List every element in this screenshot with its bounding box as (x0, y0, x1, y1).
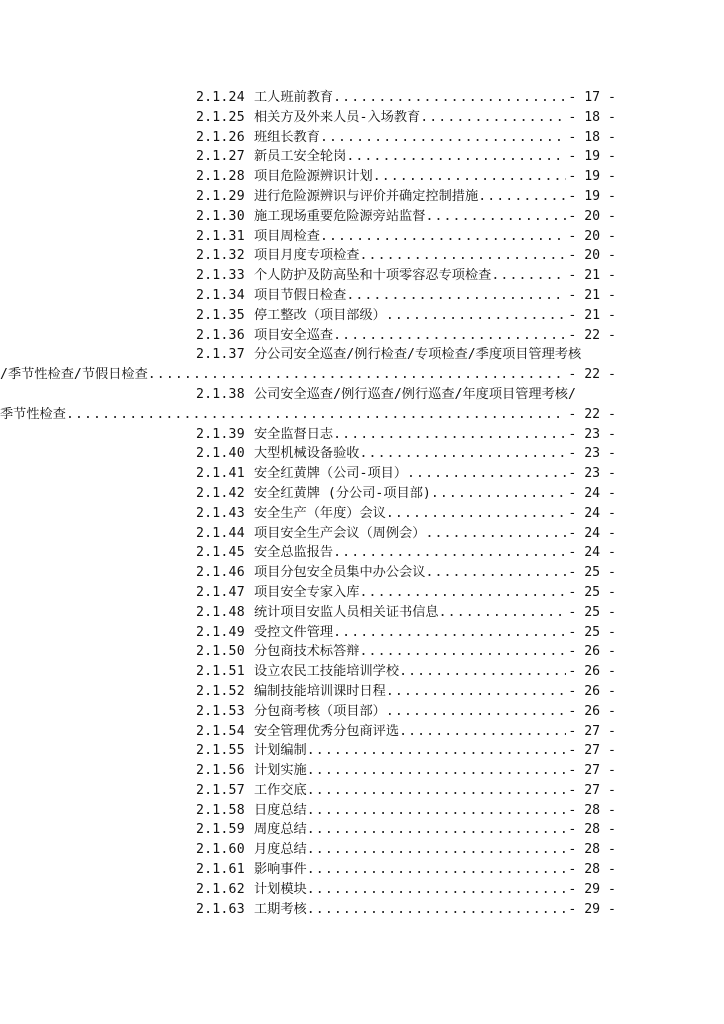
entry-number: 2.1.52 (196, 683, 245, 699)
toc-entry[interactable] (196, 741, 616, 761)
dot-leader (307, 801, 567, 821)
entry-page: - 24 - (568, 525, 616, 541)
entry-title: 安全红黄牌 (分公司-项目部) (254, 485, 431, 501)
dot-leader (431, 484, 567, 504)
toc-entry[interactable] (196, 167, 616, 187)
entry-title-line1: 分公司安全巡查/例行检查/专项检查/季度项目管理考核 (254, 347, 582, 363)
entry-page: - 22 - (568, 327, 616, 343)
entry-title: 安全红黄牌（公司-项目） (254, 466, 408, 482)
entry-page: - 26 - (568, 664, 616, 680)
toc-entry[interactable] (196, 286, 616, 306)
dot-leader (407, 464, 566, 484)
entry-number: 2.1.51 (196, 664, 245, 680)
dot-leader (307, 781, 567, 801)
entry-title: 工人班前教育 (254, 90, 334, 105)
entry-number: 2.1.54 (196, 723, 245, 739)
entry-page: - 19 - (568, 188, 616, 204)
entry-title: 项目分包安全员集中办公会议 (254, 565, 426, 581)
dot-leader (386, 682, 566, 702)
entry-page: - 21 - (568, 287, 616, 303)
dot-leader (399, 662, 566, 682)
entry-number: 2.1.25 (196, 109, 245, 125)
dot-leader (491, 266, 566, 286)
toc-entry[interactable] (196, 702, 616, 722)
dot-leader (333, 425, 566, 445)
toc-entry[interactable] (196, 900, 616, 920)
entry-title: 项目危险源辨识计划 (254, 169, 373, 185)
entry-page: - 18 - (568, 129, 616, 145)
entry-page: - 26 - (568, 703, 616, 719)
toc-entry[interactable] (196, 820, 616, 840)
toc-entry[interactable] (196, 425, 616, 445)
toc-entry[interactable] (196, 128, 616, 148)
entry-title: 新员工安全轮岗 (254, 149, 347, 165)
toc-entry[interactable] (196, 543, 616, 563)
entry-number: 2.1.57 (196, 782, 245, 798)
toc-entry[interactable] (196, 464, 616, 484)
entry-page: - 28 - (568, 802, 616, 818)
dot-leader (386, 702, 566, 722)
dot-leader (333, 543, 566, 563)
entry-title: 安全生产（年度）会议 (254, 505, 386, 521)
entry-title: 施工现场重要危险源旁站监督 (254, 208, 426, 224)
entry-title: 班组长教育 (254, 129, 320, 145)
entry-title-line2: /季节性检查/节假日检查 (0, 367, 148, 383)
entry-number: 2.1.36 (196, 327, 245, 343)
toc-entry[interactable] (196, 484, 616, 504)
toc-entry[interactable] (196, 563, 616, 583)
entry-page: - 29 - (568, 901, 616, 917)
dot-leader (307, 761, 567, 781)
entry-title: 个人防护及防高坠和十项零容忍专项检查 (254, 268, 492, 284)
entry-number: 2.1.53 (196, 703, 245, 719)
dot-leader (420, 108, 566, 128)
table-of-contents (0, 88, 616, 919)
entry-number: 2.1.50 (196, 644, 245, 660)
toc-entry[interactable] (196, 88, 616, 108)
entry-title: 设立农民工技能培训学校 (254, 664, 400, 680)
entry-number: 2.1.31 (196, 228, 245, 244)
toc-entry[interactable] (196, 326, 616, 346)
entry-page: - 23 - (568, 426, 616, 442)
entry-number: 2.1.35 (196, 307, 245, 323)
toc-entry[interactable] (196, 801, 616, 821)
entry-number: 2.1.42 (196, 485, 245, 501)
toc-entry[interactable] (196, 246, 616, 266)
entry-number: 2.1.46 (196, 565, 245, 581)
entry-number: 2.1.49 (196, 624, 245, 640)
toc-entry[interactable] (196, 524, 616, 544)
dot-leader (386, 306, 566, 326)
entry-title: 周度总结 (254, 822, 307, 838)
entry-title: 相关方及外来人员-入场教育 (254, 109, 421, 125)
entry-page: - 23 - (568, 446, 616, 462)
toc-entry[interactable] (196, 266, 616, 286)
dot-leader (425, 207, 566, 227)
toc-entry[interactable] (196, 108, 616, 128)
entry-page: - 24 - (568, 545, 616, 561)
toc-entry[interactable] (196, 187, 616, 207)
entry-title: 安全总监报告 (254, 545, 334, 561)
dot-leader (386, 504, 566, 524)
dot-leader (425, 563, 566, 583)
dot-leader (333, 326, 566, 346)
entry-title: 进行危险源辨识与评价并确定控制措施 (254, 188, 479, 204)
toc-entry[interactable] (196, 623, 616, 643)
entry-page: - 28 - (568, 822, 616, 838)
entry-number: 2.1.26 (196, 129, 245, 145)
entry-page: - 27 - (568, 723, 616, 739)
dot-leader (320, 128, 566, 148)
dot-leader (478, 187, 566, 207)
toc-entry[interactable] (196, 781, 616, 801)
toc-entry[interactable] (196, 504, 616, 524)
entry-number: 2.1.29 (196, 188, 245, 204)
entry-number: 2.1.58 (196, 802, 245, 818)
entry-number: 2.1.41 (196, 466, 245, 482)
entry-number: 2.1.27 (196, 149, 245, 165)
dot-leader (333, 623, 566, 643)
entry-title: 项目安全生产会议（周例会） (254, 525, 426, 541)
entry-title: 项目安全巡查 (254, 327, 334, 343)
entry-title: 分包商技术标答辩 (254, 644, 360, 660)
toc-entry[interactable] (196, 227, 616, 247)
entry-number: 2.1.30 (196, 208, 245, 224)
entry-page: - 22 - (568, 406, 616, 422)
entry-page: - 28 - (568, 862, 616, 878)
entry-number: 2.1.56 (196, 763, 245, 779)
toc-entry[interactable] (196, 860, 616, 880)
entry-title: 安全监督日志 (254, 426, 334, 442)
entry-number: 2.1.28 (196, 169, 245, 185)
entry-title-line2: 季节性检查 (0, 406, 66, 422)
entry-title: 工作交底 (254, 782, 307, 798)
entry-number: 2.1.45 (196, 545, 245, 561)
entry-page: - 23 - (568, 466, 616, 482)
entry-page: - 25 - (568, 624, 616, 640)
entry-page: - 25 - (568, 565, 616, 581)
entry-title: 分包商考核（项目部） (254, 703, 386, 719)
dot-leader (346, 286, 566, 306)
entry-number: 2.1.44 (196, 525, 245, 541)
entry-title: 统计项目安监人员相关证书信息 (254, 604, 439, 620)
dot-leader (307, 860, 567, 880)
dot-leader (425, 524, 566, 544)
toc-entry-wrapped[interactable] (0, 345, 616, 385)
entry-title: 计划实施 (254, 763, 307, 779)
dot-leader (307, 880, 567, 900)
toc-entry[interactable] (196, 682, 616, 702)
entry-title: 受控文件管理 (254, 624, 334, 640)
toc-entry[interactable] (196, 583, 616, 603)
toc-entry[interactable] (196, 840, 616, 860)
dot-leader (373, 167, 567, 187)
entry-page: - 24 - (568, 505, 616, 521)
toc-entry[interactable] (196, 722, 616, 742)
entry-title: 工期考核 (254, 901, 307, 917)
toc-entry[interactable] (196, 603, 616, 623)
entry-page: - 18 - (568, 109, 616, 125)
toc-entry[interactable] (196, 761, 616, 781)
entry-number: 2.1.33 (196, 268, 245, 284)
dot-leader (360, 583, 567, 603)
entry-title: 安全管理优秀分包商评选 (254, 723, 400, 739)
entry-page: - 26 - (568, 683, 616, 699)
dot-leader (399, 722, 566, 742)
entry-page: - 19 - (568, 169, 616, 185)
entry-title: 计划模块 (254, 881, 307, 897)
dot-leader (307, 900, 567, 920)
entry-page: - 17 - (568, 90, 616, 105)
entry-page: - 29 - (568, 881, 616, 897)
dot-leader (148, 365, 567, 385)
entry-title: 项目月度专项检查 (254, 248, 360, 264)
entry-title: 停工整改（项目部级） (254, 307, 386, 323)
dot-leader (439, 603, 567, 623)
entry-number: 2.1.48 (196, 604, 245, 620)
entry-title: 日度总结 (254, 802, 307, 818)
entry-number: 2.1.43 (196, 505, 245, 521)
toc-entry[interactable] (196, 147, 616, 167)
entry-number: 2.1.63 (196, 901, 245, 917)
entry-title: 计划编制 (254, 743, 307, 759)
entry-title: 编制技能培训课时日程 (254, 683, 386, 699)
entry-title-line1: 公司安全巡查/例行巡查/例行巡查/年度项目管理考核/ (254, 386, 576, 402)
dot-leader (66, 405, 566, 425)
entry-number: 2.1.62 (196, 881, 245, 897)
entry-number: 2.1.34 (196, 287, 245, 303)
entry-page: - 27 - (568, 743, 616, 759)
entry-page: - 22 - (568, 367, 616, 383)
toc-entry[interactable] (196, 880, 616, 900)
entry-page: - 25 - (568, 584, 616, 600)
entry-page: - 20 - (568, 248, 616, 264)
entry-page: - 26 - (568, 644, 616, 660)
toc-entry[interactable] (196, 207, 616, 227)
entry-page: - 19 - (568, 149, 616, 165)
entry-title: 月度总结 (254, 842, 307, 858)
entry-number: 2.1.61 (196, 862, 245, 878)
entry-number: 2.1.60 (196, 842, 245, 858)
entry-title: 项目周检查 (254, 228, 320, 244)
entry-number: 2.1.55 (196, 743, 245, 759)
entry-page: - 27 - (568, 763, 616, 779)
entry-page: - 20 - (568, 228, 616, 244)
entry-title: 项目节假日检查 (254, 287, 347, 303)
dot-leader (307, 741, 567, 761)
dot-leader (320, 227, 566, 247)
dot-leader (360, 246, 567, 266)
entry-page: - 25 - (568, 604, 616, 620)
entry-number: 2.1.47 (196, 584, 245, 600)
entry-number: 2.1.39 (196, 426, 245, 442)
dot-leader (346, 147, 566, 167)
toc-entry[interactable] (196, 444, 616, 464)
toc-entry[interactable] (196, 306, 616, 326)
dot-leader (307, 820, 567, 840)
entry-page: - 28 - (568, 842, 616, 858)
entry-number: 2.1.38 (196, 386, 245, 402)
entry-title: 影响事件 (254, 862, 307, 878)
entry-number: 2.1.24 (196, 90, 245, 105)
entry-number: 2.1.40 (196, 446, 245, 462)
toc-entry[interactable] (196, 642, 616, 662)
entry-number: 2.1.32 (196, 248, 245, 264)
dot-leader (307, 840, 567, 860)
dot-leader (360, 642, 567, 662)
entry-title: 项目安全专家入库 (254, 584, 360, 600)
dot-leader (360, 444, 567, 464)
entry-page: - 21 - (568, 268, 616, 284)
entry-page: - 21 - (568, 307, 616, 323)
entry-page: - 27 - (568, 782, 616, 798)
entry-number: 2.1.59 (196, 822, 245, 838)
entry-page: - 20 - (568, 208, 616, 224)
entry-number: 2.1.37 (196, 347, 245, 363)
toc-entry-wrapped[interactable] (0, 385, 616, 425)
dot-leader (333, 88, 566, 108)
entry-title: 大型机械设备验收 (254, 446, 360, 462)
entry-page: - 24 - (568, 485, 616, 501)
toc-entry[interactable] (196, 662, 616, 682)
